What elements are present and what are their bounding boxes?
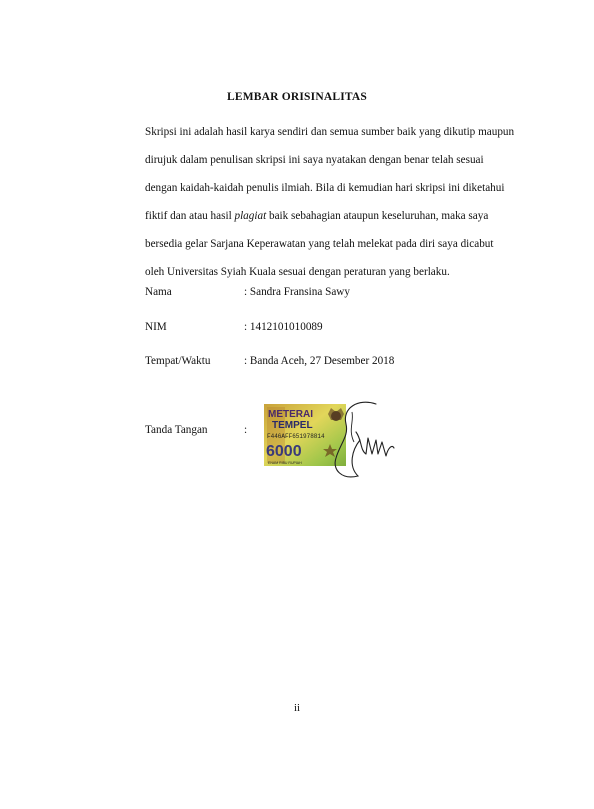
page-number: ii [293, 702, 301, 714]
nim-value: : 1412101010089 [244, 321, 323, 333]
paragraph-line: dirujuk dalam penulisan skripsi ini saya nyatakan dengan benar telah sesuai [145, 154, 484, 166]
paragraph-line: bersedia gelar Sarjana Keperawatan yang telah melekat pada diri saya dicabut [145, 238, 494, 250]
tempat-waktu-value: : Banda Aceh, 27 Desember 2018 [244, 355, 395, 367]
paragraph-line: Skripsi ini adalah hasil karya sendiri dan semua sumber baik yang dikutip maupun [145, 126, 515, 138]
stamp-amount: 6000 [266, 443, 302, 460]
stamp-line1: METERAI [268, 409, 313, 420]
tanda-tangan-label: Tanda Tangan [145, 424, 208, 436]
plagiat-word: plagiat [234, 210, 267, 222]
stamp-words: ENAM RIBU RUPIAH [268, 461, 302, 465]
handwritten-signature [318, 392, 398, 484]
stamp-serial: F446AFF651978814 [267, 433, 325, 440]
statement-paragraph [145, 118, 515, 286]
document-title: LEMBAR ORISINALITAS [226, 91, 368, 103]
paragraph-line: oleh Universitas Syiah Kuala sesuai dengan peraturan yang berlaku. [145, 266, 450, 278]
stamp-line2: TEMPEL [272, 420, 313, 431]
paragraph-line [145, 202, 489, 230]
paragraph-line: dengan kaidah-kaidah penulis ilmiah. Bila di kemudian hari skripsi ini diketahui [145, 182, 505, 194]
paragraph-text: fiktif dan atau hasil [145, 210, 235, 222]
tanda-tangan-value: : [244, 424, 248, 436]
paragraph-text: baik sebahagian ataupun keseluruhan, maka saya [266, 210, 489, 222]
nim-label: NIM [145, 321, 167, 333]
nama-value: : Sandra Fransina Sawy [244, 286, 350, 298]
tempat-waktu-label: Tempat/Waktu [145, 355, 211, 367]
nama-label: Nama [145, 286, 172, 298]
